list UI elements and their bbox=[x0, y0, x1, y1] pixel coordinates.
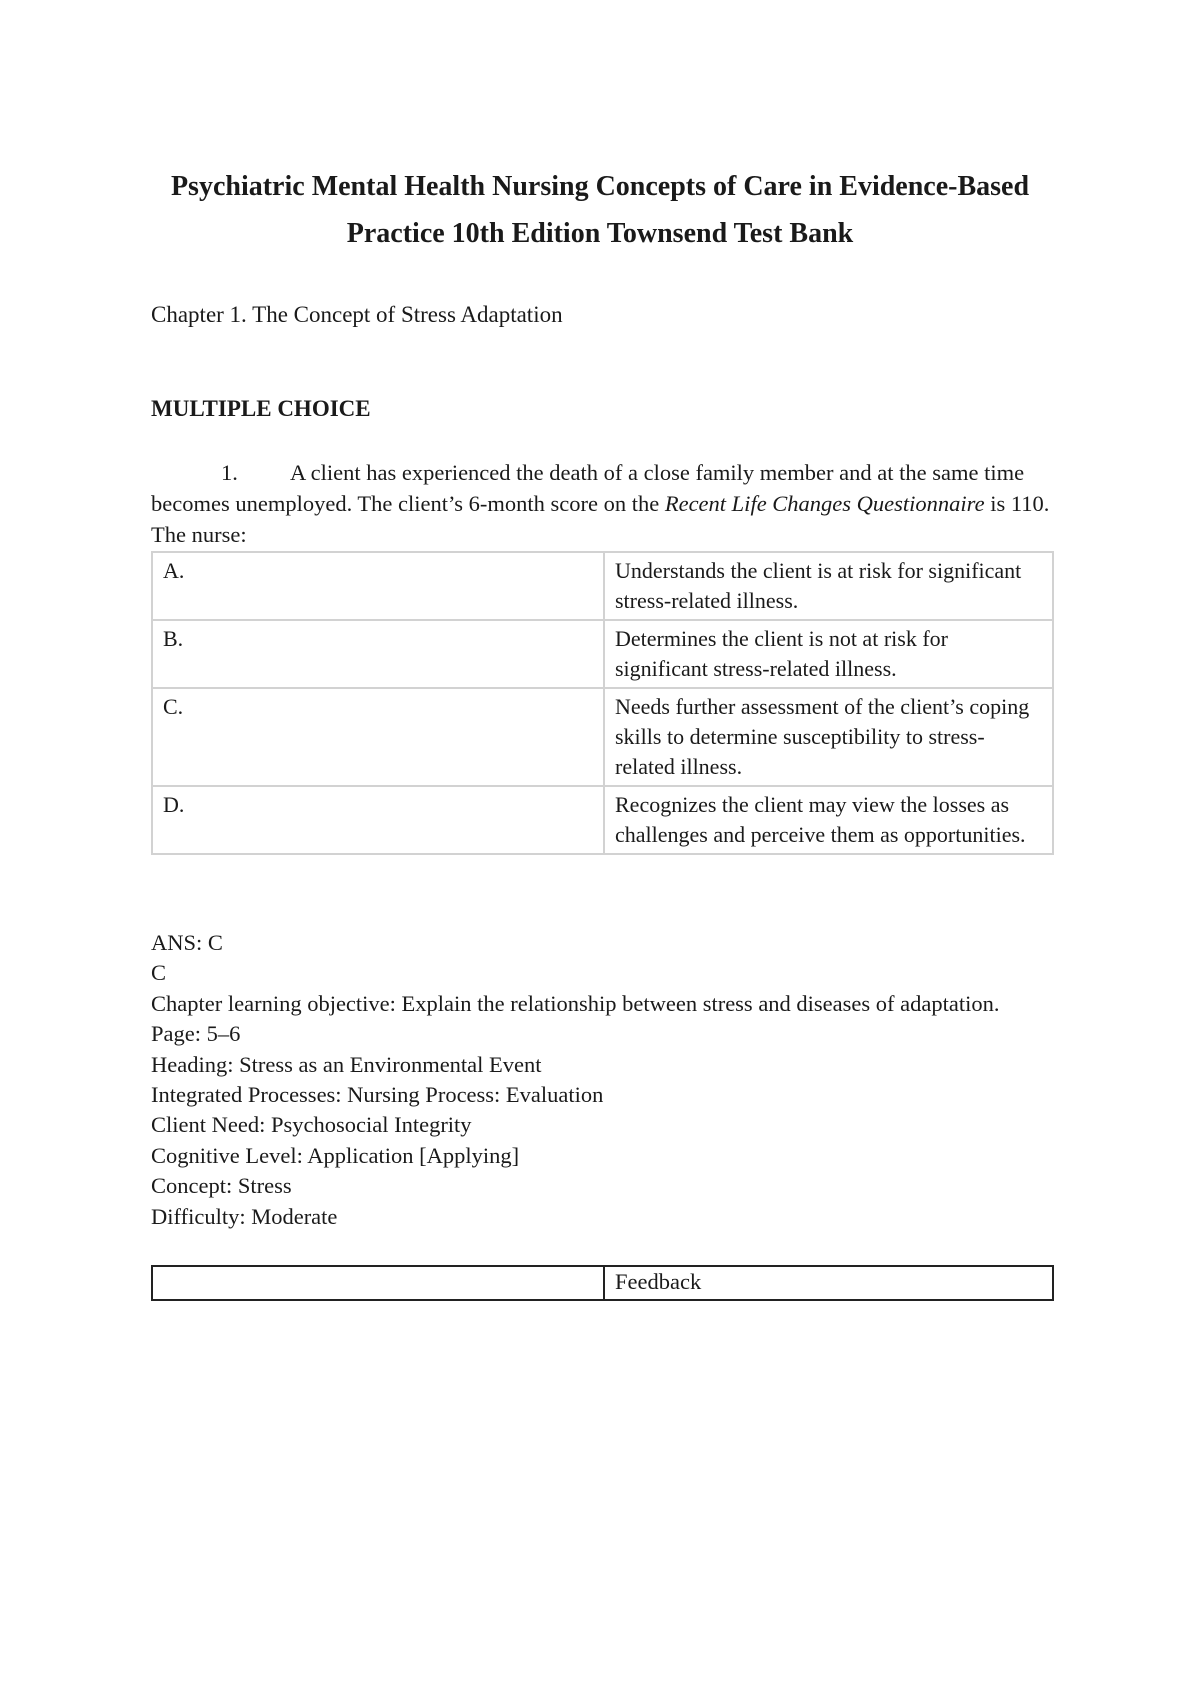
option-text: Recognizes the client may view the losses as challenges and perceive them as opportunities. bbox=[604, 786, 1053, 854]
cognitive-level: Cognitive Level: Application [Applying] bbox=[151, 1142, 520, 1168]
option-row-b bbox=[152, 620, 1053, 688]
question-text-part2: is 110. The nurse: bbox=[151, 491, 1050, 547]
option-row-c bbox=[152, 688, 1053, 786]
client-need: Client Need: Psychosocial Integrity bbox=[151, 1112, 472, 1138]
heading-reference: Heading: Stress as an Environmental Event bbox=[151, 1051, 542, 1077]
option-row-d bbox=[152, 786, 1053, 854]
chapter-title: Chapter 1. The Concept of Stress Adaptation bbox=[151, 302, 563, 327]
difficulty: Difficulty: Moderate bbox=[151, 1203, 338, 1229]
option-text: Understands the client is at risk for significant stress-related illness. bbox=[604, 552, 1053, 620]
title-line-2: Practice 10th Edition Townsend Test Bank bbox=[346, 218, 854, 249]
option-letter: A. bbox=[152, 552, 604, 620]
document-title bbox=[150, 163, 1050, 257]
option-text: Needs further assessment of the client’s coping skills to determine susceptibility to stress-related illness. bbox=[604, 688, 1053, 786]
learning-objective: Chapter learning objective: Explain the relationship between stress and diseases of adaptation. bbox=[151, 990, 1000, 1016]
option-letter: D. bbox=[152, 786, 604, 854]
feedback-table bbox=[151, 1265, 1054, 1301]
question-stem bbox=[151, 457, 1051, 550]
feedback-header-row bbox=[152, 1266, 1053, 1300]
question-number: 1. bbox=[221, 460, 238, 485]
feedback-empty-cell bbox=[152, 1266, 604, 1300]
question-text-italic: Recent Life Changes Questionnaire bbox=[664, 491, 985, 516]
concept: Concept: Stress bbox=[151, 1173, 292, 1199]
integrated-processes: Integrated Processes: Nursing Process: Evaluation bbox=[151, 1082, 604, 1108]
page-reference: Page: 5–6 bbox=[151, 1021, 241, 1047]
feedback-header: Feedback bbox=[604, 1266, 1053, 1300]
answer-rationale-block bbox=[151, 928, 1051, 1232]
title-line-1: Psychiatric Mental Health Nursing Concepts of Care in Evidence-Based bbox=[170, 171, 1030, 202]
option-letter: C. bbox=[152, 688, 604, 786]
option-text: Determines the client is not at risk for significant stress-related illness. bbox=[604, 620, 1053, 688]
question-text-part1: A client has experienced the death of a close family member and at the same time becomes unemployed. The client’s 6-month score on the bbox=[151, 460, 1025, 516]
answer-options-table bbox=[151, 551, 1054, 855]
answer-repeat: C bbox=[151, 960, 167, 986]
option-letter: B. bbox=[152, 620, 604, 688]
section-heading: MULTIPLE CHOICE bbox=[151, 396, 371, 421]
option-row-a bbox=[152, 552, 1053, 620]
answer-label: ANS: C bbox=[151, 930, 223, 955]
